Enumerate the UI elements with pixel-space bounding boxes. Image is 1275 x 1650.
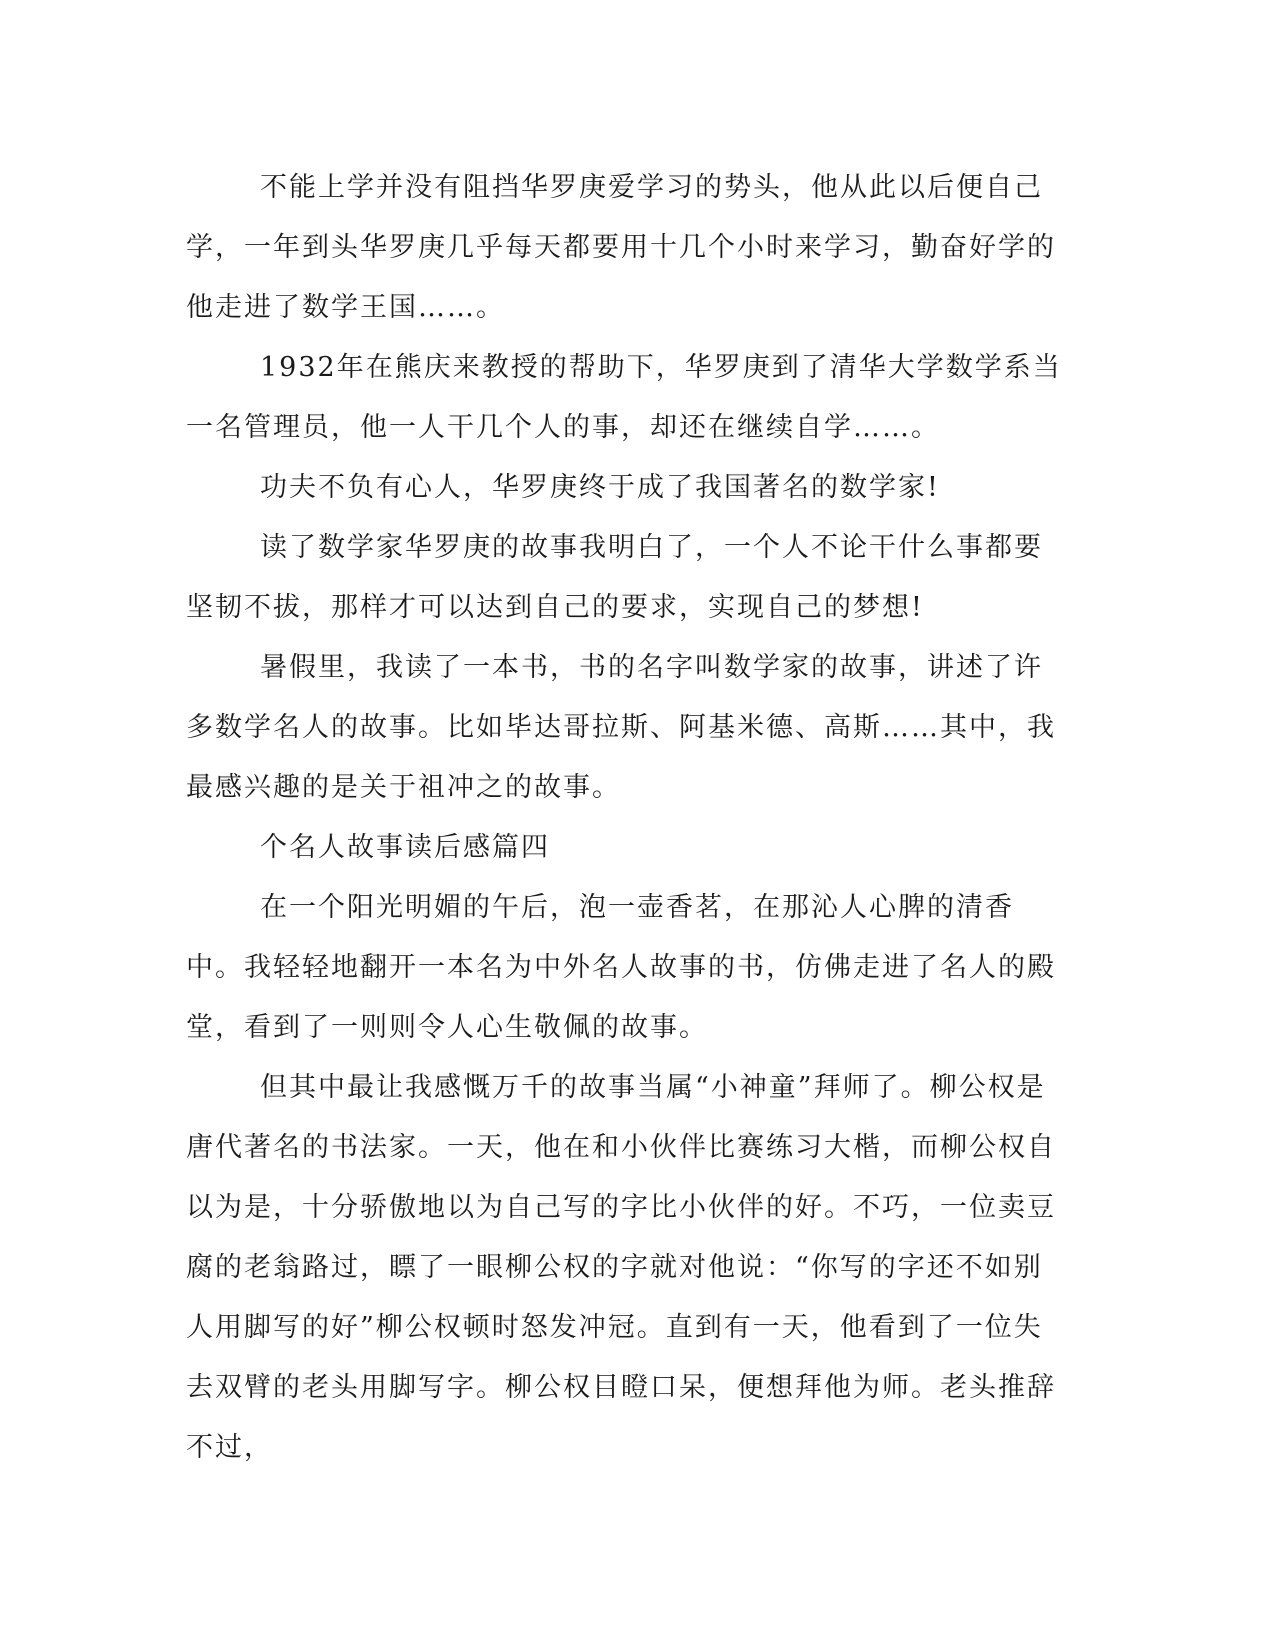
paragraph-liu-gongquan: 但其中最让我感慨万千的故事当属“小神童”拜师了。柳公权是唐代著名的书法家。一天，他在和小伙伴比赛练习大楷，而柳公权自以为是，十分骄傲地以为自己写的字比小伙伴的好。不巧，一位卖豆腐的老翁路过，瞟了一眼柳公权的字就对他说：“你写的字还不如别人用脚写的好”柳公权顿时怒发冲冠。直到有一天，他看到了一位失去双臂的老头用脚写字。柳公权目瞪口呆，便想拜他为师。老头推辞不过， [186, 1072, 1056, 1463]
paragraph-reflection: 读了数学家华罗庚的故事我明白了，一个人不论干什么事都要坚韧不拔，那样才可以达到自己的要求，实现自己的梦想! [186, 532, 1043, 623]
paragraph-famous-mathematician: 功夫不负有心人，华罗庚终于成了我国著名的数学家! [260, 472, 940, 503]
paragraph-tsinghua-1932: 1932年在熊庆来教授的帮助下，华罗庚到了清华大学数学系当一名管理员，他一人干几个人的事，却还在继续自学……。 [186, 352, 1062, 443]
section-heading-part-four: 个名人故事读后感篇四 [260, 832, 550, 863]
paragraph-afternoon-reading: 在一个阳光明媚的午后，泡一壶香茗，在那沁人心脾的清香中。我轻轻地翻开一本名为中外名人故事的书，仿佛走进了名人的殿堂，看到了一则则令人心生敬佩的故事。 [186, 892, 1056, 1043]
paragraph-hua-luogeng-self-study: 不能上学并没有阻挡华罗庚爱学习的势头，他从此以后便自己学，一年到头华罗庚几乎每天都要用十几个小时来学习，勤奋好学的他走进了数学王国……。 [186, 172, 1056, 323]
paragraph-summer-reading: 暑假里，我读了一本书，书的名字叫数学家的故事，讲述了许多数学名人的故事。比如毕达哥拉斯、阿基米德、高斯……其中，我最感兴趣的是关于祖冲之的故事。 [186, 652, 1056, 803]
document-body [186, 158, 1066, 1478]
